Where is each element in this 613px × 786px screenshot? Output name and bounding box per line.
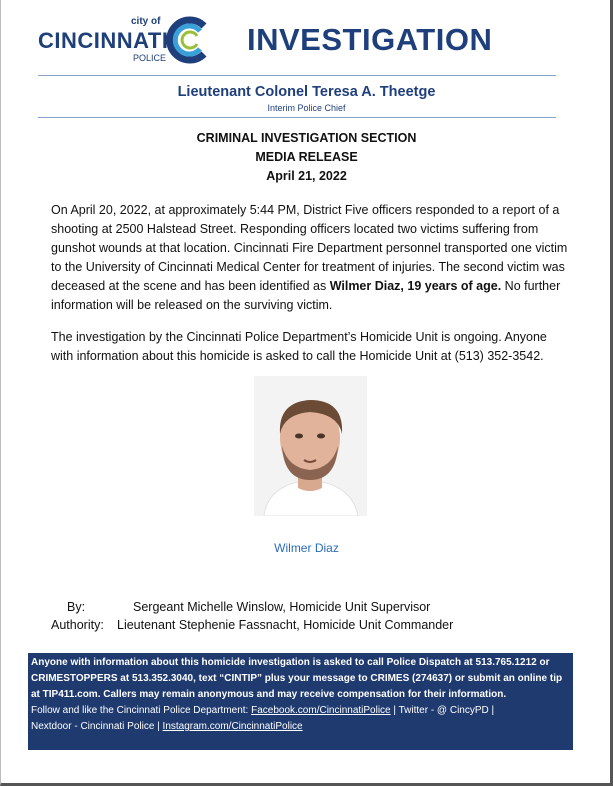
- victim-identification: Wilmer Diaz, 19 years of age.: [329, 279, 502, 293]
- investigation-paragraph: The investigation by the Cincinnati Police Department’s Homicide Unit is ongoing. Anyone with information about this homicide is asked to call the Homicide Unit at (513) 352-3542.: [51, 330, 547, 363]
- release-type: MEDIA RELEASE: [255, 150, 358, 164]
- facebook-link[interactable]: Facebook.com/CincinnatiPolice: [251, 705, 391, 716]
- footer-sep: |: [154, 721, 163, 732]
- footer-follow-text: Follow and like the Cincinnati Police Department:: [31, 705, 252, 716]
- chief-title: Interim Police Chief: [267, 103, 346, 113]
- victim-photo: [254, 376, 367, 516]
- incident-paragraph: [51, 201, 571, 315]
- by-value: Sergeant Michelle Winslow, Homicide Unit Supervisor: [133, 600, 431, 614]
- tip-footer: [28, 653, 573, 750]
- authority-value: Lieutenant Stephenie Fassnacht, Homicide Unit Commander: [117, 618, 454, 632]
- photo-caption: Wilmer Diaz: [274, 541, 339, 555]
- by-label: By:: [67, 600, 86, 614]
- divider-bottom: [38, 117, 556, 118]
- page-title: INVESTIGATION: [247, 22, 493, 57]
- release-date: April 21, 2022: [266, 169, 347, 183]
- authority-label: Authority:: [51, 618, 104, 632]
- incident-text-a: On April 20, 2022, at approximately 5:44 PM, District Five officers responded to a report of a shooting at 2500 Halstead Street. Responding officers located two victims suffering from gunshot wounds at that location. Cincinnati Fire Department personnel transported one victim to the University of Cincinnati Medical Center for treatment of injuries. The second victim was deceased at the scene and has been identified as: [51, 203, 568, 293]
- footer-sep-twitter: | Twitter - @ CincyPD |: [390, 705, 495, 716]
- nextdoor-text: Nextdoor - Cincinnati Police: [31, 721, 155, 732]
- instagram-link[interactable]: Instagram.com/CincinnatiPolice: [162, 721, 303, 732]
- cincinnati-police-logo: [38, 14, 218, 66]
- logo-city-of: city of: [131, 16, 161, 27]
- logo-c-emblem-icon: [164, 14, 216, 66]
- footer-tip-text: Anyone with information about this homicide investigation is asked to call Police Dispatch at 513.765.1212 or CRIMESTOPPERS at 513.352.3040, text “CINTIP” plus your message to CRIMES (274637) or submit an online tip at TIP411.com. Callers may remain anonymous and may receive compensation for their information.: [31, 657, 563, 700]
- logo-sub: POLICE: [133, 53, 167, 63]
- divider-top: [38, 75, 556, 76]
- logo-name: CINCINNATI: [38, 28, 169, 53]
- section-heading: CRIMINAL INVESTIGATION SECTION: [196, 131, 417, 145]
- chief-name: Lieutenant Colonel Teresa A. Theetge: [177, 84, 436, 100]
- incident-text-b: No further information will be released on the surviving victim.: [51, 279, 561, 312]
